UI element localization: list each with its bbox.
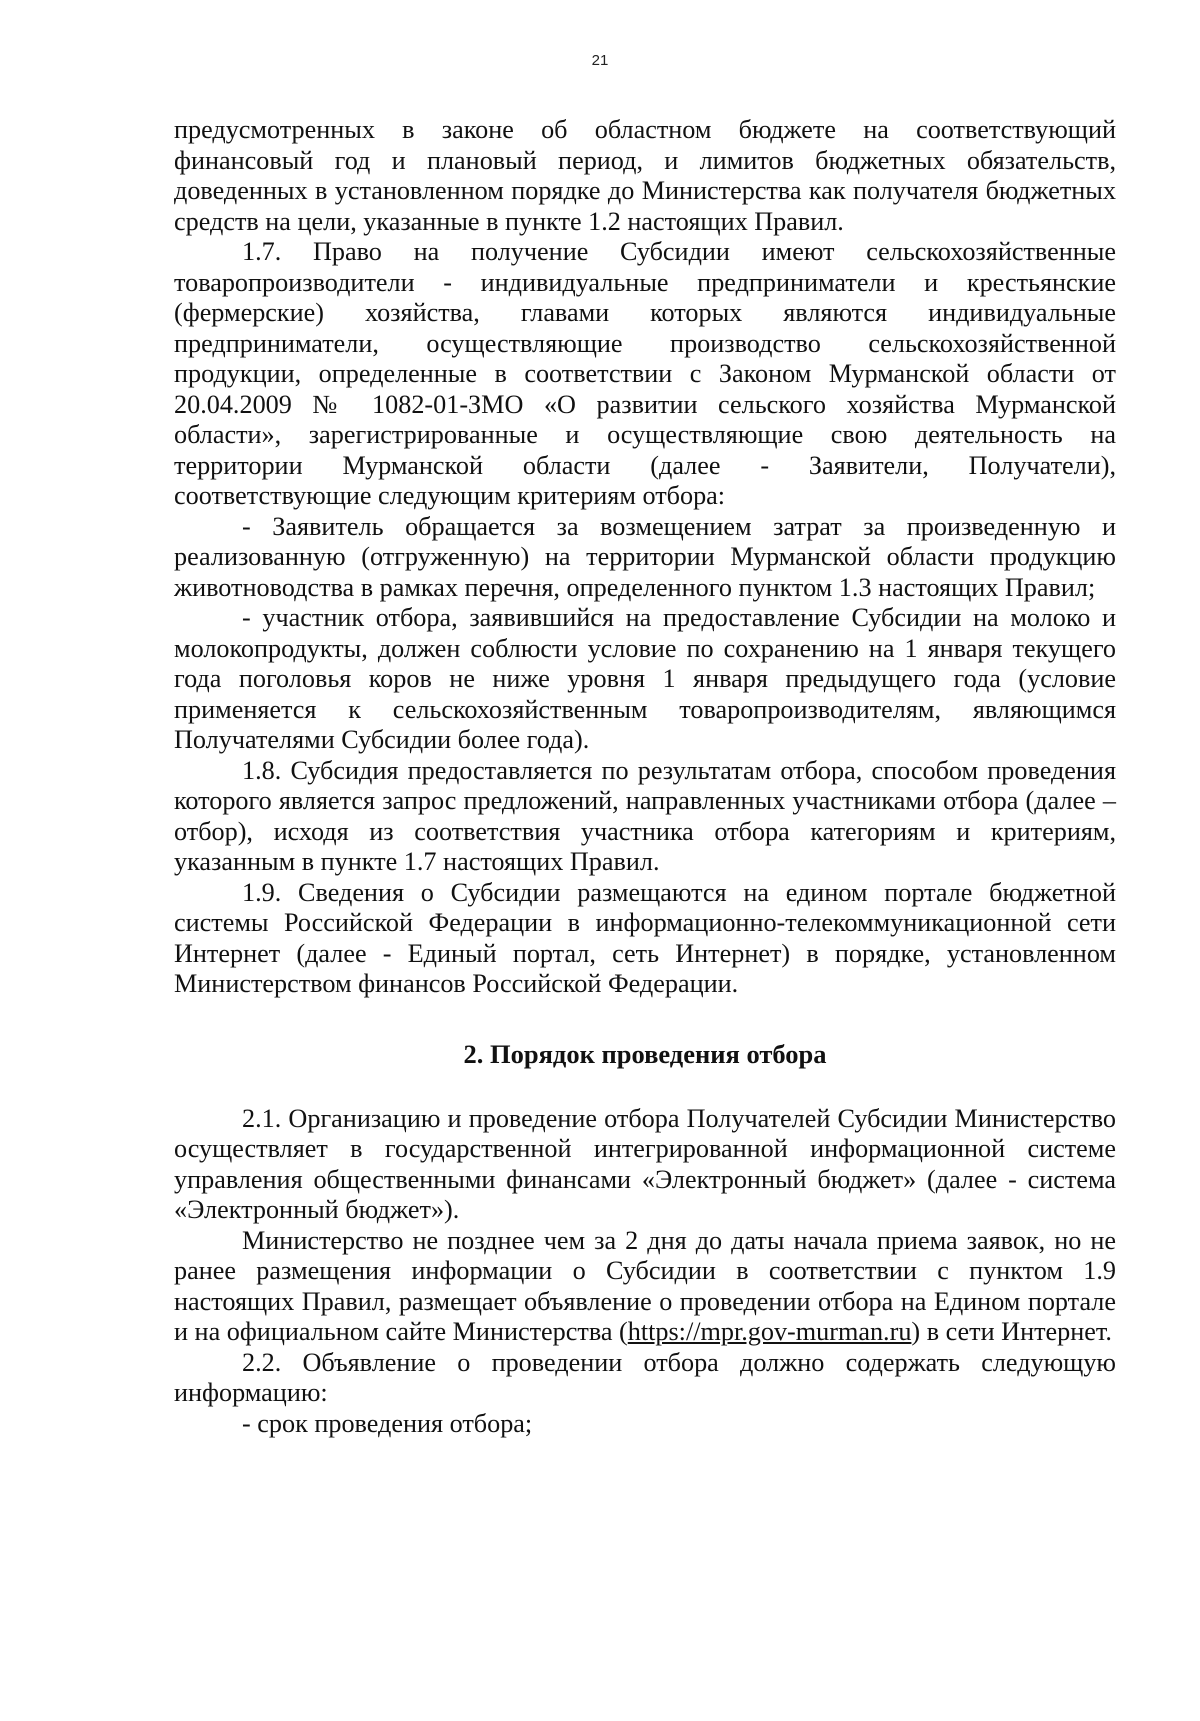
paragraph-2-1: 2.1. Организацию и проведение отбора Получателей Субсидии Министерство осуществляет в государственной интегрированной информационной системе управления общественными финансами «Электронный бюджет» (далее - система «Электронный бюджет»). bbox=[174, 1103, 1116, 1224]
paragraph-1-9: 1.9. Сведения о Субсидии размещаются на едином портале бюджетной системы Российской Федерации в информационно-телекоммуникационной сети Интернет (далее - Единый портал, сеть Интернет) в порядке, установленном Министерством финансов Российской Федерации. bbox=[174, 877, 1116, 998]
paragraph-selection-period: - срок проведения отбора; bbox=[242, 1408, 533, 1438]
paragraph-ministry-announcement bbox=[174, 1226, 1116, 1348]
paragraph-1-7: 1.7. Право на получение Субсидии имеют сельскохозяйственные товаропроизводители - индивидуальные предприниматели и крестьянские (фермерские) хозяйства, главами которых являются индивидуальные предприниматели, осуществляющие производство сельскохозяйственной продукции, определенные в соответствии с Законом Мурманской области от 20.04.2009 № 1082-01-ЗМО «О развитии сельского хозяйства Мурманской области», зарегистрированные и осуществляющие свою деятельность на территории Мурманской области (далее - Заявители, Получатели), соответствующие следующим критериям отбора: bbox=[174, 237, 1116, 510]
paragraph-budget-continuation: предусмотренных в законе об областном бюджете на соответствующий финансовый год и плановый период, и лимитов бюджетных обязательств, доведенных в установленном порядке до Министерства как получателя бюджетных средств на цели, указанные в пункте 1.2 настоящих Правил. bbox=[174, 115, 1116, 236]
ministry-website-link[interactable]: https://mpr.gov-murman.ru bbox=[627, 1317, 912, 1346]
document-body bbox=[174, 115, 1116, 1439]
section-heading: 2. Порядок проведения отбора bbox=[463, 1038, 827, 1069]
announcement-text-before-link: Министерство не позднее чем за 2 дня до даты начала приема заявок, но не ранее размещения информации о Субсидии в соответствии с пунктом 1.9 настоящих Правил, размещает объявление о проведении отбора на Едином портале и на официальном сайте Министерства ( bbox=[174, 1225, 1116, 1346]
paragraph-criterion-1: - Заявитель обращается за возмещением затрат за произведенную и реализованную (отгруженную) на территории Мурманской области продукцию животноводства в рамках перечня, определенного пунктом 1.3 настоящих Правил; bbox=[174, 511, 1116, 602]
page-number: 21 bbox=[591, 52, 609, 69]
paragraph-criterion-2: - участник отбора, заявившийся на предоставление Субсидии на молоко и молокопродукты, должен соблюсти условие по сохранению на 1 января текущего года поголовья коров не ниже уровня 1 января предыдущего года (условие применяется к сельскохозяйственным товаропроизводителям, являющимся Получателями Субсидии более года). bbox=[174, 603, 1116, 754]
paragraph-2-2: 2.2. Объявление о проведении отбора должно содержать следующую информацию: bbox=[174, 1347, 1116, 1407]
announcement-text-after-link: ) в сети Интернет. bbox=[911, 1317, 1112, 1346]
paragraph-1-8: 1.8. Субсидия предоставляется по результатам отбора, способом проведения которого является запрос предложений, направленных участниками отбора (далее – отбор), исходя из соответствия участника отбора категориям и критериям, указанным в пункте 1.7 настоящих Правил. bbox=[174, 755, 1116, 876]
